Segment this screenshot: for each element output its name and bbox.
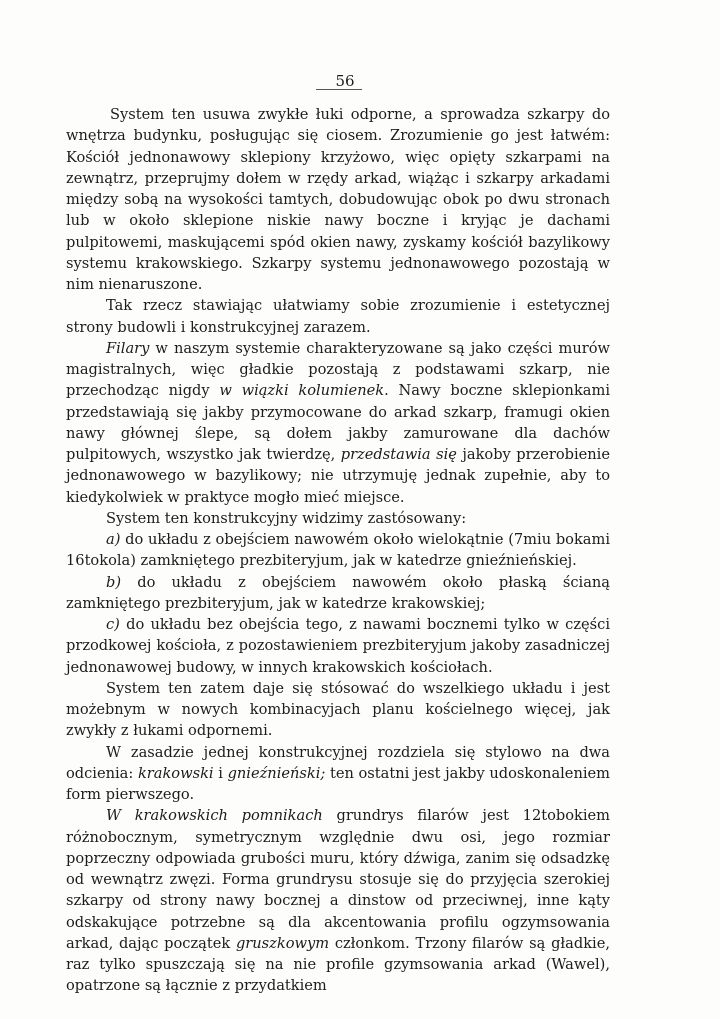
list-item-text: do układu z obejściem nawowém około wielokątnie (7miu bokami 16tokola) zamkniętego prezbiteryjum, jak w katedrze gnieźnieńskiej.: [66, 531, 610, 570]
list-marker: c): [106, 616, 120, 633]
emphasis-term: krakowski: [137, 764, 214, 782]
paragraph-text: w naszym systemie charakteryzowane są jako części murów magistralnych, więc gładkie pozostają z podstawami szkarp, nie przechodząc nigdy: [66, 339, 610, 400]
paragraph-text: W zasadzie jednej konstrukcyjnej rozdziela się stylowo na dwa odcienia:: [66, 743, 610, 782]
paragraph-text: grundrys filarów jest 12tobokiem różnobocznym, symetrycznym względnie dwu osi, jego rozmiar poprzeczny odpowiada grubości muru, który dźwiga, zanim się odsadzkę od wewnątrz zwęzi. Forma grundrysu stosuje się do przyjęcia szerokiej szkarpy od strony nawy bocznej a dinstow od przeciwnej, inne kąty odskakujące potrzebne są dla akcentowania profilu ogzymsowania arkad, dając początek: [66, 807, 610, 952]
list-marker: b): [106, 573, 122, 591]
list-item-a: [66, 529, 610, 572]
paragraph-3: [66, 338, 610, 508]
paragraph-2: [66, 295, 610, 338]
paragraph-text: jakoby przerobienie jednonawowego w bazylikowy; nie utrzymuję jednak zupełnie, aby to kiedykolwiek w praktyce mogło mieć miejsce.: [66, 446, 610, 506]
emphasis-term: gruszkowym: [235, 934, 330, 952]
paragraph-text: System ten usuwa zwykłe łuki odporne, a sprowadza szkarpy do wnętrza budynku, posługując się ciosem. Zrozumienie go jest łatwém: Kościół jednonawowy sklepiony krzyżowo, więc opięty szkarpami na zewnątrz, przeprujmy dołem w rzędy arkad, wiążąc i szkarpy arkadami między sobą na wysokości tamtych, dobudowując obok po dwu stronach lub w około sklepione niskie nawy boczne i kryjąc je dachami pulpitowemi, maskującemi spód okien nawy, zyskamy kościół bazylikowy systemu krakowskiego. Szkarpy systemu jednonawowego pozostają w nim nienaruszone.: [66, 106, 610, 293]
list-item-c: [66, 614, 610, 678]
page-number: 56: [335, 72, 355, 90]
emphasis-term: w wiązki kolumienek: [219, 382, 385, 400]
list-item-b: [66, 572, 610, 615]
paragraph-4: [66, 508, 610, 529]
paragraph-text: System ten zatem daje się stósować do wszelkiego układu i jest możebnym w nowych kombinacyjach planu kościelnego więcej, jak zwykły z łukami odpornemi.: [66, 679, 610, 740]
paragraph-text: członkom. Trzony filarów są gładkie, raz tylko spuszczają się na nie profile gzymsowania arkad (Wawel), opatrzone są łącznie z przydatkiem: [66, 934, 610, 995]
paragraph-text: i: [213, 764, 228, 782]
list-item-text: do układu z obejściem nawowém około płaską ścianą zamkniętego prezbiteryjum, jak w katedrze krakowskiej;: [66, 573, 610, 612]
paragraph-text: System ten konstrukcyjny widzimy zastósowany:: [106, 509, 467, 527]
paragraph-6: [66, 742, 610, 806]
emphasis-term: przedstawia się: [340, 446, 457, 463]
emphasis-term: Filary: [106, 339, 150, 357]
paragraph-5: [66, 678, 610, 742]
page-number-rule: [316, 89, 362, 90]
paragraph-text: . Nawy boczne sklepionkami przedstawiają się jakby przymocowane do arkad szkarp, framugi okien nawy głównej ślepe, są dołem jakby zamurowane dla dachów pulpitowych, wszystko jak twierdzę,: [66, 382, 611, 463]
paragraph-7: [66, 805, 610, 996]
paragraph-text: Tak rzecz stawiając ułatwiamy sobie zrozumienie i estetycznej strony budowli i konstrukcyjnej zarazem.: [66, 297, 610, 336]
emphasis-term: gnieźnieński;: [227, 764, 326, 782]
paragraph-text: ten ostatni jest jakby udoskonaleniem form pierwszego.: [66, 764, 610, 803]
list-marker: a): [106, 531, 121, 548]
emphasis-term: W krakowskich pomnikach: [106, 807, 323, 825]
body-text: [66, 104, 610, 997]
list-item-text: do układu bez obejścia tego, z nawami bocznemi tylko w części przodkowej kościoła, z pozostawieniem prezbiteryjum jakoby zasadniczej jednonawowej budowy, w innych krakowskich kościołach.: [66, 616, 610, 676]
paragraph-1: [66, 104, 610, 295]
